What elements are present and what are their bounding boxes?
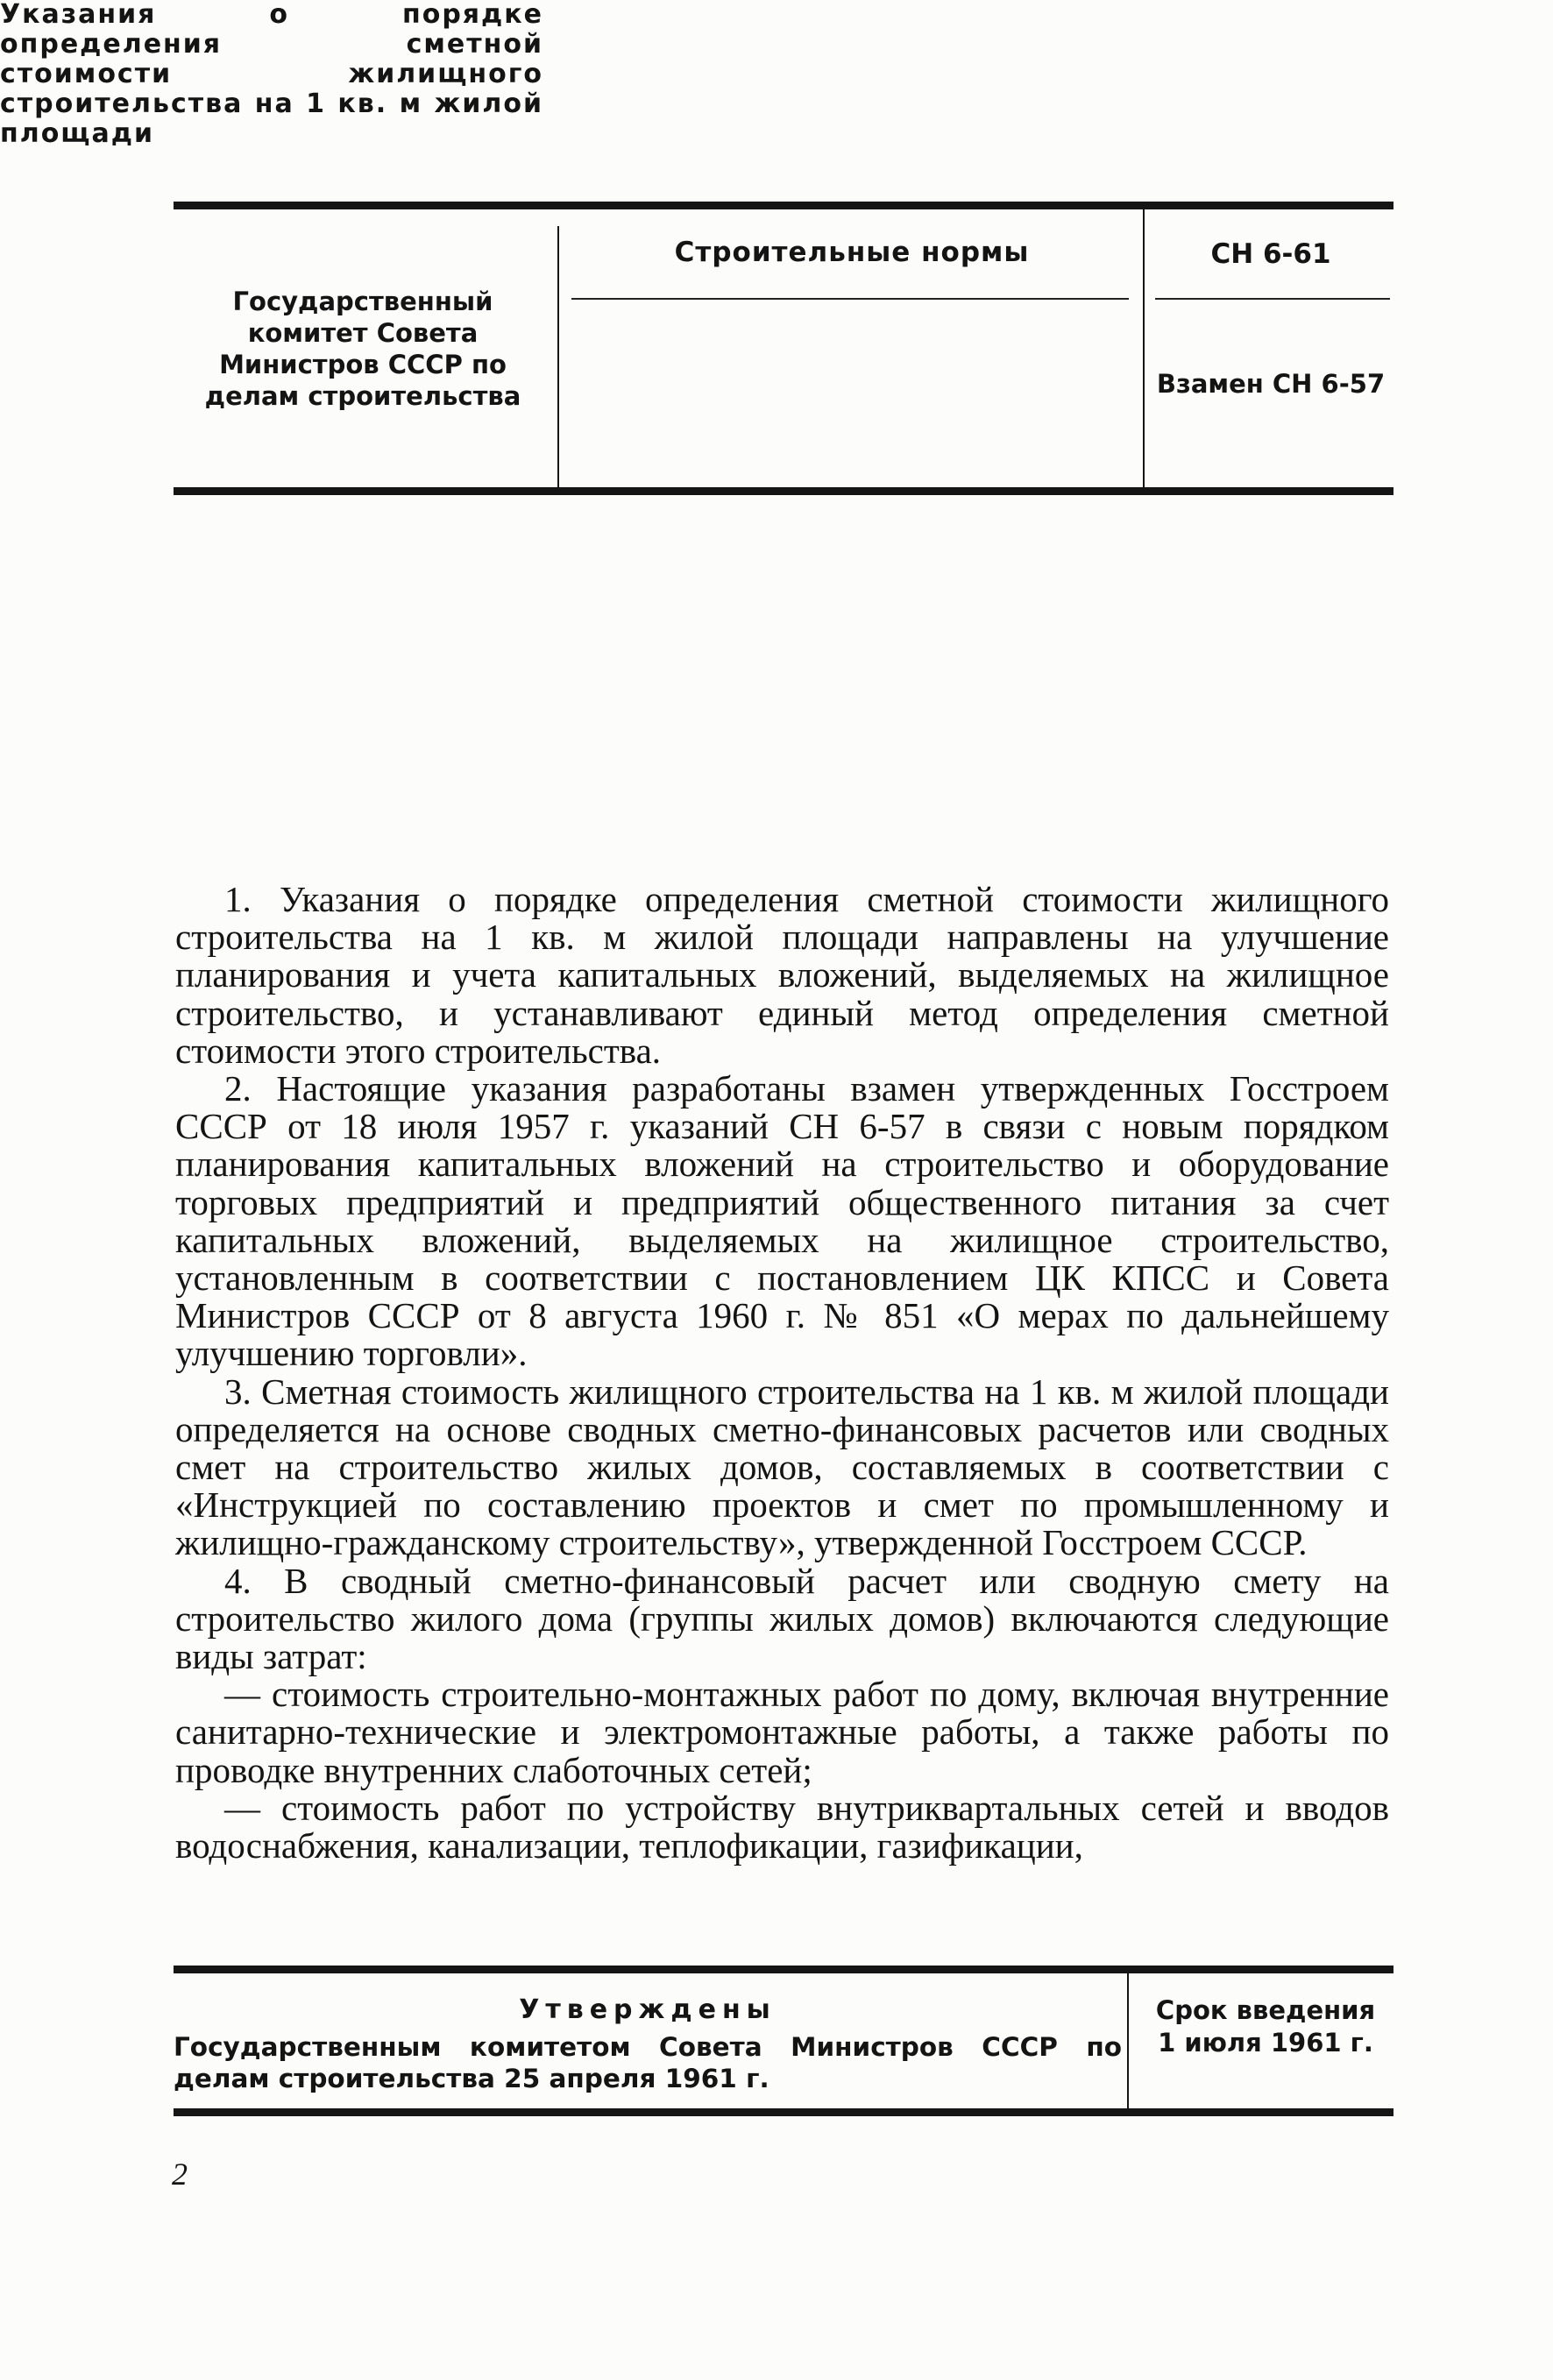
paragraph-3: 3. Сметная стоимость жилищного строительства на 1 кв. м жилой площади определяется на основе сводных сметно-финансовых расчетов или сводных смет на строительство жилых домов, составляемых в соответствии с «Инструкцией по составлению проектов и смет по промышленному и жилищно-гражданскому строительству», утвержденной Госстроем СССР.	[175, 1371, 1389, 1563]
paragraph-4: 4. В сводный сметно-финансовый расчет или сводную смету на строительство жилого дома (группы жилых домов) включаются следующие виды затрат:	[175, 1560, 1389, 1677]
header-top-rule	[174, 202, 1393, 209]
header-bottom-rule	[174, 487, 1393, 495]
approved-title: Утверждены	[519, 1994, 776, 2025]
footer-divider	[1127, 1973, 1129, 2108]
norms-label: Строительные нормы	[674, 237, 1030, 268]
agency-name: Государственный комитет Совета Министров СССР по делам строительства	[204, 287, 521, 411]
effective-date-label: Срок введения	[1155, 1995, 1376, 2025]
document-title: Указания о порядке определения сметной стоимости жилищного строительства на 1 кв. м жилой площади	[0, 0, 543, 149]
approved-text: Государственным комитетом Совета Министров СССР по делам строительства 25 апреля 1961 г.	[174, 2032, 1122, 2093]
header-right-separator	[1155, 298, 1390, 300]
effective-date-block	[1136, 1994, 1395, 2059]
footer-top-rule	[174, 1966, 1393, 1973]
paragraph-2: 2. Настоящие указания разработаны взамен утвержденных Госстроем СССР от 18 июля 1957 г. указаний СН 6-57 в связи с новым порядком планирования капитальных вложений на строительство и оборудование торговых предприятий и предприятий общественного питания за счет капитальных вложений, выделяемых на жилищное строительство, установленным в соответствии с постановлением ЦК КПСС и Совета Министров СССР от 8 августа 1960 г. № 851 «О мерах по дальнейшему улучшению торговли».	[175, 1068, 1389, 1374]
page-number: 2	[172, 2157, 188, 2192]
replaces-document: Взамен СН 6-57	[1156, 369, 1386, 399]
list-item-construction-cost: — стоимость строительно-монтажных работ по дому, включая внутренние санитарно-технические и электромонтажные работы, а также работы по проводке внутренних слаботочных сетей;	[175, 1674, 1389, 1790]
list-item-networks-cost: — стоимость работ по устройству внутриквартальных сетей и вводов водоснабжения, канализации, теплофикации, газификации,	[175, 1787, 1389, 1866]
document-code: СН 6-61	[1210, 238, 1331, 270]
header-middle-separator	[571, 298, 1129, 300]
footer-bottom-rule	[174, 2108, 1393, 2116]
paragraph-1: 1. Указания о порядке определения сметной стоимости жилищного строительства на 1 кв. м жилой площади направлены на улучшение планирования и учета капитальных вложений, выделяемых на жилищное строительство, и устанавливают единый метод определения сметной стоимости этого строительства.	[175, 879, 1389, 1071]
header-divider-left	[557, 226, 559, 487]
effective-date-value: 1 июля 1961 г.	[1158, 2028, 1373, 2058]
body-text	[175, 881, 1389, 1865]
header-divider-right	[1143, 209, 1145, 487]
